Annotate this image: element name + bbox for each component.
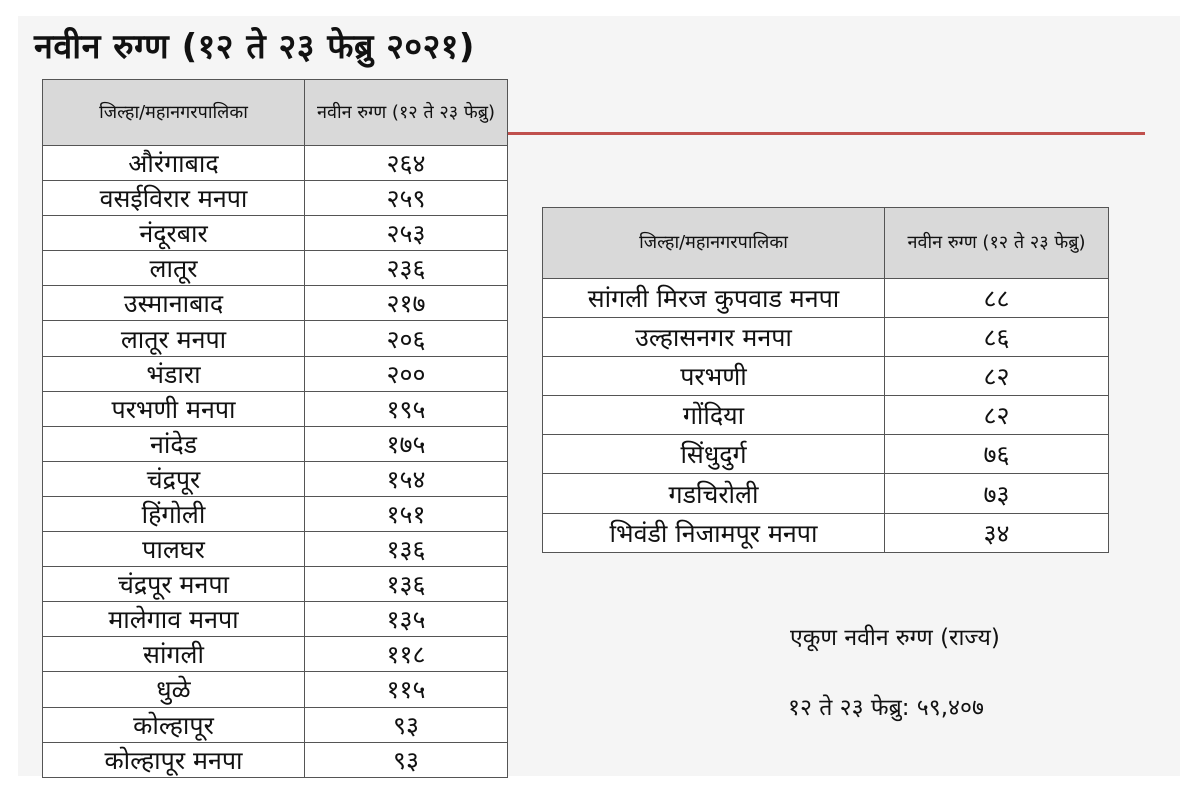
table-row [43,251,508,286]
new-cases-cell: १५४ [305,461,508,496]
new-cases-cell: १३६ [305,532,508,567]
new-cases-cell: १७५ [305,426,508,461]
new-cases-cell: ११५ [305,672,508,707]
table-row [43,426,508,461]
new-cases-cell: २५९ [305,181,508,216]
district-cell: चंद्रपूर [43,461,305,496]
new-cases-cell: ९३ [305,707,508,742]
table-row [43,216,508,251]
table-row [43,461,508,496]
new-cases-cell: ८२ [885,396,1109,435]
table-row [543,513,1109,552]
district-cell: गोंदिया [543,396,885,435]
district-cell: उस्मानाबाद [43,286,305,321]
district-cell: मालेगाव मनपा [43,602,305,637]
district-cell: वसईविरार मनपा [43,181,305,216]
table-row [43,567,508,602]
district-cell: कोल्हापूर [43,707,305,742]
district-cell: सांगली मिरज कुपवाड मनपा [543,279,885,318]
new-cases-cell: २०६ [305,321,508,356]
table-row [43,496,508,531]
accent-divider [507,132,1145,135]
right-table-body [543,279,1109,553]
right-table [542,207,1109,553]
district-cell: चंद्रपूर मनपा [43,567,305,602]
new-cases-cell: ८६ [885,318,1109,357]
new-cases-cell: १३६ [305,567,508,602]
table-row [43,707,508,742]
table-row [543,318,1109,357]
new-cases-cell: १९५ [305,391,508,426]
table-row [543,279,1109,318]
new-cases-cell: २१७ [305,286,508,321]
table-row [43,356,508,391]
new-cases-cell: २६४ [305,146,508,181]
new-cases-cell: ९३ [305,742,508,777]
district-cell: भंडारा [43,356,305,391]
new-cases-cell: ११८ [305,637,508,672]
left-table [42,79,508,778]
table-row [43,286,508,321]
left-table-body [43,146,508,778]
district-cell: परभणी मनपा [43,391,305,426]
table-row [43,181,508,216]
district-cell: उल्हासनगर मनपा [543,318,885,357]
district-cell: नांदेड [43,426,305,461]
total-value: १२ ते २३ फेब्रु: ५९,४०७ [788,695,984,721]
header-new-cases: नवीन रुग्ण (१२ ते २३ फेब्रु) [885,208,1109,279]
table-row [543,357,1109,396]
header-district: जिल्हा/महानगरपालिका [543,208,885,279]
district-cell: सांगली [43,637,305,672]
header-district: जिल्हा/महानगरपालिका [43,80,305,146]
table-row [43,146,508,181]
table-header-row [543,208,1109,279]
table-row [43,602,508,637]
district-cell: कोल्हापूर मनपा [43,742,305,777]
page-title: नवीन रुग्ण (१२ ते २३ फेब्रु २०२१) [34,27,475,67]
new-cases-cell: १३५ [305,602,508,637]
district-cell: औरंगाबाद [43,146,305,181]
district-cell: नंदूरबार [43,216,305,251]
new-cases-cell: १५१ [305,496,508,531]
table-row [543,396,1109,435]
new-cases-cell: ३४ [885,513,1109,552]
total-label: एकूण नवीन रुग्ण (राज्य) [790,625,1000,651]
district-cell: हिंगोली [43,496,305,531]
new-cases-cell: २०० [305,356,508,391]
table-header-row [43,80,508,146]
table-row [43,321,508,356]
table-row [543,435,1109,474]
new-cases-cell: ७६ [885,435,1109,474]
new-cases-cell: २३६ [305,251,508,286]
district-cell: गडचिरोली [543,474,885,513]
table-row [43,391,508,426]
table-row [43,637,508,672]
district-cell: धुळे [43,672,305,707]
district-cell: सिंधुदुर्ग [543,435,885,474]
new-cases-cell: ८२ [885,357,1109,396]
new-cases-cell: ८८ [885,279,1109,318]
district-cell: भिवंडी निजामपूर मनपा [543,513,885,552]
new-cases-cell: ७३ [885,474,1109,513]
table-row [43,742,508,777]
table-row [43,532,508,567]
table-row [543,474,1109,513]
district-cell: परभणी [543,357,885,396]
new-cases-cell: २५३ [305,216,508,251]
table-row [43,672,508,707]
district-cell: लातूर मनपा [43,321,305,356]
district-cell: पालघर [43,532,305,567]
district-cell: लातूर [43,251,305,286]
header-new-cases: नवीन रुग्ण (१२ ते २३ फेब्रु) [305,80,508,146]
